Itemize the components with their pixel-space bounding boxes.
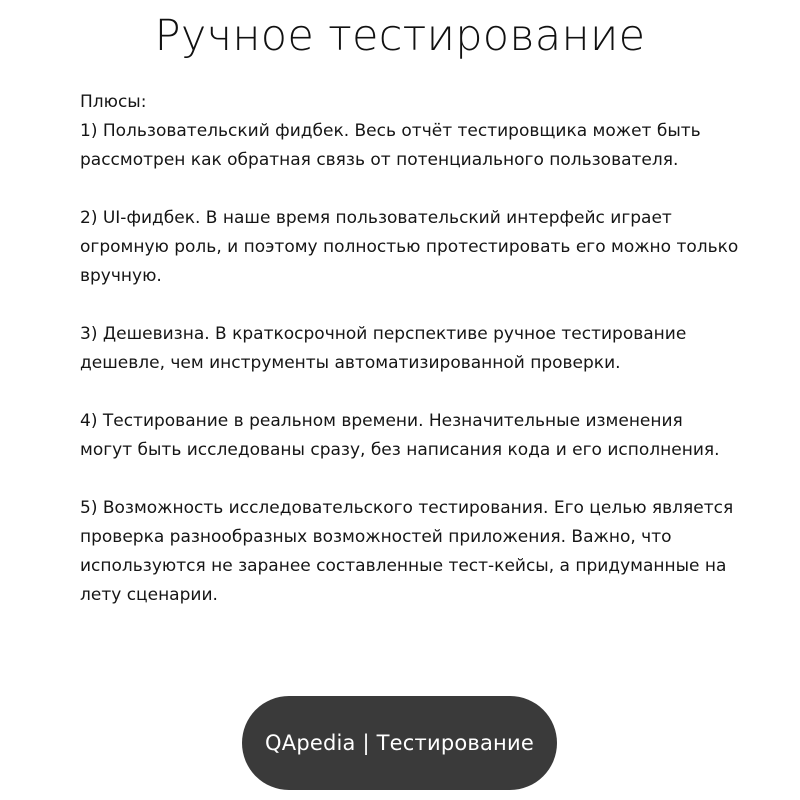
page-title: Ручное тестирование: [154, 11, 646, 61]
pluses-section: [80, 88, 740, 639]
point-ui-feedback: 2) UI-фидбек. В наше время пользовательский интерфейс играет огромную роль, и поэтому полностью протестировать его можно только вручную.: [80, 208, 739, 286]
point-real-time-testing: 4) Тестирование в реальном времени. Незначительные изменения могут быть исследованы сразу, без написания кода и его исполнения.: [80, 411, 720, 460]
point-user-feedback: 1) Пользовательский фидбек. Весь отчёт тестировщика может быть рассмотрен как обратная связь от потенциального пользователя.: [80, 121, 701, 170]
point-exploratory-testing: 5) Возможность исследовательского тестирования. Его целью является проверка разнообразных возможностей приложения. Важно, что используются не заранее составленные тест-кейсы, а придуманные на лету сценарии.: [80, 498, 734, 605]
point-low-cost: 3) Дешевизна. В краткосрочной перспективе ручное тестирование дешевле, чем инструменты автоматизированной проверки.: [80, 324, 687, 373]
pluses-label: Плюсы:: [80, 92, 147, 112]
footer-badge: [242, 696, 557, 790]
footer-label: QApedia | Тестирование: [265, 731, 534, 755]
